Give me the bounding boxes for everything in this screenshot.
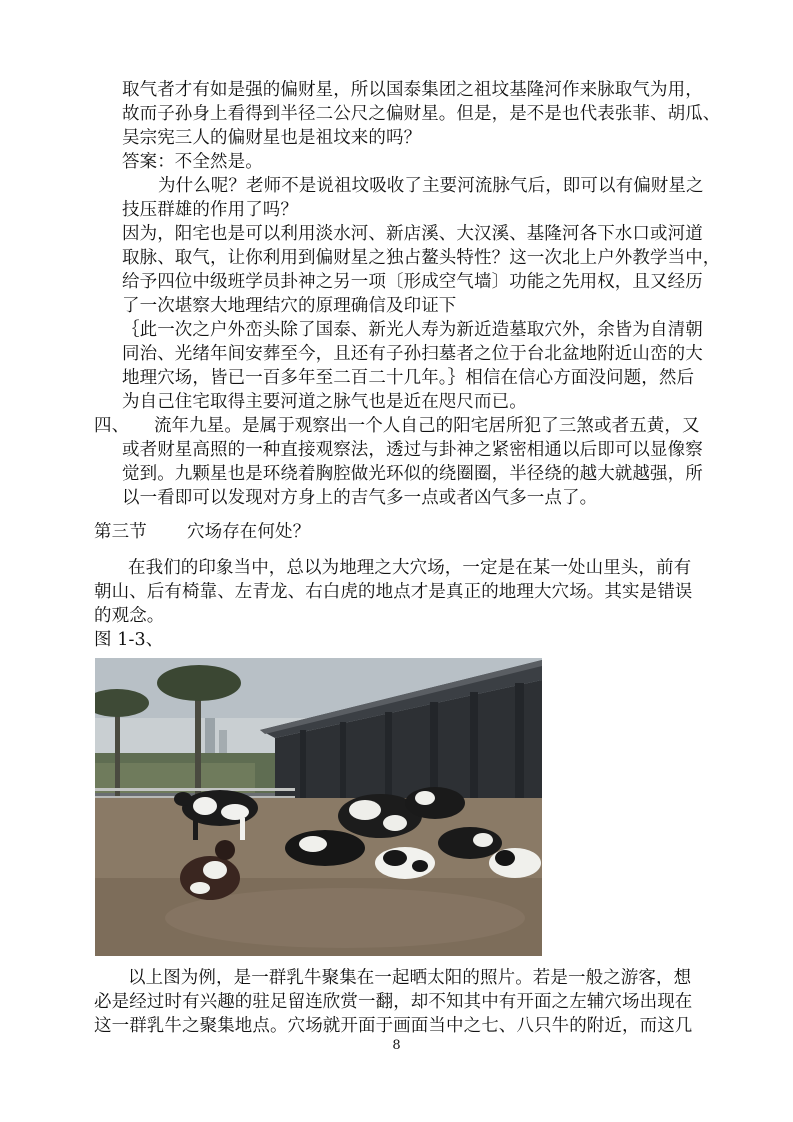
text-line: 这一群乳牛之聚集地点。穴场就开面于画面当中之七、八只牛的附近，而这几 [94, 1016, 693, 1036]
text-line: 答案：不全然是。 [122, 152, 263, 172]
text-line: 同治、光绪年间安葬至今，且还有子孙扫墓者之位于台北盆地附近山峦的大 [122, 344, 703, 364]
text-line: 必是经过时有兴趣的驻足留连欣赏一翻，却不知其中有开面之左辅穴场出现在 [94, 992, 693, 1012]
text-line: 取气者才有如是强的偏财星，所以国泰集团之祖坟基隆河作来脉取气为用， [122, 80, 703, 100]
text-line: 取脉、取气，让你利用到偏财星之独占鳌头特性？这一次北上户外教学当中， [122, 248, 721, 268]
text-line: 技压群雄的作用了吗？ [122, 200, 298, 220]
text-line: 为自己住宅取得主要河道之脉气也是近在咫尺而已。 [122, 392, 527, 412]
text-line: 吴宗宪三人的偏财星也是祖坟来的吗？ [122, 128, 422, 148]
text-line: 因为，阳宅也是可以利用淡水河、新店溪、大汉溪、基隆河各下水口或河道 [122, 224, 703, 244]
page-number: 8 [392, 1038, 401, 1053]
cows-photo [95, 658, 542, 956]
section-number: 第三节 [94, 522, 147, 542]
text-line: 或者财星高照的一种直接观察法，透过与卦神之紧密相通以后即可以显像察 [122, 440, 703, 460]
text-line: 故而子孙身上看得到半径二公尺之偏财星。但是，是不是也代表张菲、胡瓜、 [122, 104, 721, 124]
list-marker: 四、 [94, 416, 130, 436]
text-line: 以上图为例，是一群乳牛聚集在一起晒太阳的照片。若是一般之游客，想 [128, 968, 692, 988]
text-line: 了一次堪察大地理结穴的原理确信及印证下 [122, 296, 457, 316]
text-line: ｛此一次之户外峦头除了国泰、新光人寿为新近造墓取穴外，余皆为自清朝 [122, 320, 703, 340]
text-line: 为什么呢？老师不是说祖坟吸收了主要河流脉气后，即可以有偏财星之 [158, 176, 704, 196]
text-line: 地理穴场，皆已一百多年至二百二十几年。｝相信在信心方面没问题，然后 [122, 368, 695, 388]
text-line: 以一看即可以发现对方身上的吉气多一点或者凶气多一点了。 [122, 488, 598, 508]
text-line: 朝山、后有椅靠、左青龙、右白虎的地点才是真正的地理大穴场。其实是错误 [94, 582, 693, 602]
text-line: 流年九星。是属于观察出一个人自己的阳宅居所犯了三煞或者五黄，又 [154, 416, 700, 436]
text-line: 给予四位中级班学员卦神之另一项〔形成空气墙〕功能之先用权，且又经历 [122, 272, 703, 292]
text-line: 觉到。九颗星也是环绕着胸腔做光环似的绕圈圈，半径绕的越大就越强，所 [122, 464, 703, 484]
figure-caption: 图 1-3、 [94, 630, 164, 650]
text-line: 在我们的印象当中，总以为地理之大穴场，一定是在某一处山里头，前有 [128, 558, 692, 578]
section-title: 穴场存在何处？ [187, 522, 311, 542]
text-line: 的观念。 [94, 606, 165, 626]
